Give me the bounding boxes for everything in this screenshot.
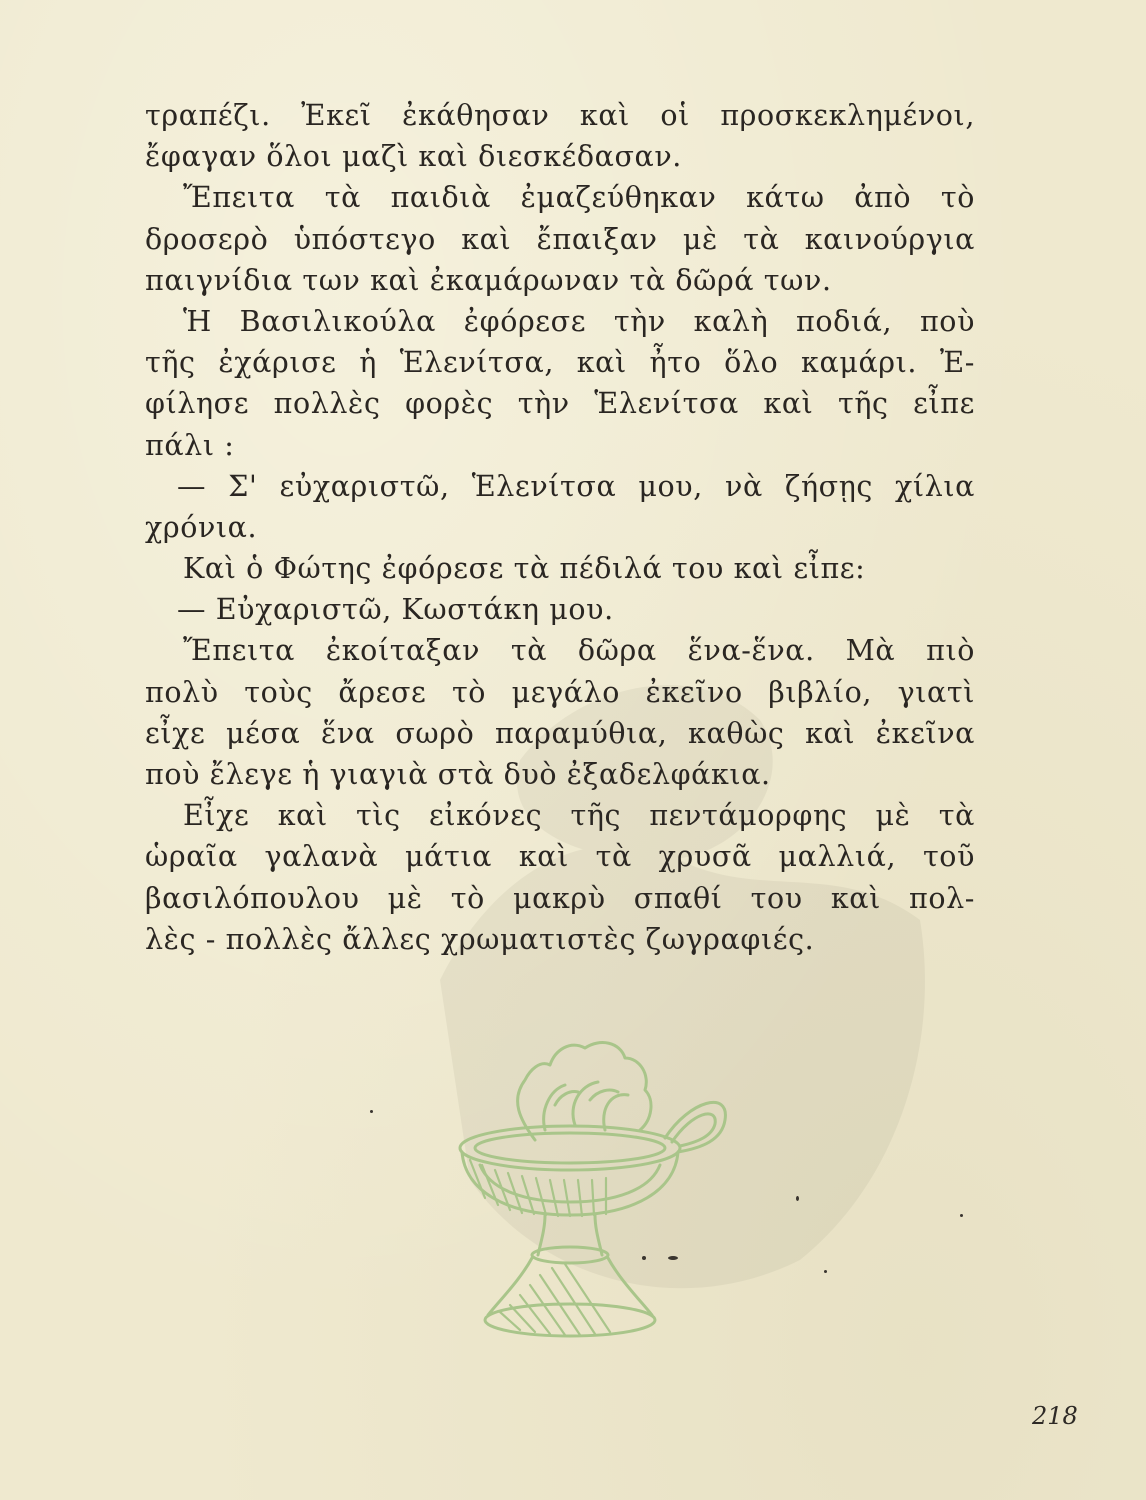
dust-speck	[370, 1110, 373, 1113]
dust-speck	[668, 1256, 678, 1260]
text-line: πολὺ τοὺς ἄρεσε τὸ μεγάλο ἐκεῖνο βιβλίο, γιατὶ	[145, 675, 975, 709]
dust-speck	[642, 1256, 646, 1260]
text-line: — Σ' εὐχαριστῶ, Ἑλενίτσα μου, νὰ ζήσῃς χίλια	[177, 469, 975, 503]
text-line: Ἡ Βασιλικούλα ἐφόρεσε τὴν καλὴ ποδιά, ποὺ	[183, 304, 975, 338]
text-line: ἔφαγαν ὅλοι μαζὶ καὶ διεσκέδασαν.	[145, 140, 682, 174]
text-line: Εἶχε καὶ τὶς εἰκόνες τῆς πεντάμορφης μὲ τὰ	[183, 799, 975, 833]
text-line: Ἔπειτα τὰ παιδιὰ ἐμαζεύθηκαν κάτω ἀπὸ τὸ	[183, 181, 975, 215]
text-line: Ἔπειτα ἐκοίταξαν τὰ δῶρα ἕνα-ἕνα. Μὰ πιὸ	[183, 634, 975, 668]
body-text	[145, 95, 975, 960]
text-line: παιγνίδια των καὶ ἐκαμάρωναν τὰ δῶρά των.	[145, 263, 832, 297]
text-line: τραπέζι. Ἐκεῖ ἐκάθησαν καὶ οἱ προσκεκλημένοι,	[145, 99, 975, 132]
text-line: τῆς ἐχάρισε ἡ Ἑλενίτσα, καὶ ἦτο ὅλο καμάρι. Ἐ-	[145, 346, 975, 380]
text-line: εἶχε μέσα ἕνα σωρὸ παραμύθια, καθὼς καὶ ἐκεῖνα	[145, 716, 975, 750]
dust-speck	[960, 1214, 963, 1217]
text-line: πάλι :	[145, 428, 235, 462]
text-line: ποὺ ἔλεγε ἡ γιαγιὰ στὰ δυὸ ἐξαδελφάκια.	[145, 758, 771, 791]
text-line: ὡραῖα γαλανὰ μάτια καὶ τὰ χρυσᾶ μαλλιά, τοῦ	[145, 840, 975, 874]
text-line: Καὶ ὁ Φώτης ἐφόρεσε τὰ πέδιλά του καὶ εἶπε:	[183, 552, 866, 586]
text-line: — Εὐχαριστῶ, Κωστάκη μου.	[177, 593, 614, 627]
text-line: φίλησε πολλὲς φορὲς τὴν Ἑλενίτσα καὶ τῆς εἶπε	[145, 387, 975, 421]
oil-lamp-illustration	[440, 1030, 740, 1350]
text-line: χρόνια.	[145, 510, 258, 544]
text-line: βασιλόπουλου μὲ τὸ μακρὺ σπαθί του καὶ πολ-	[145, 881, 975, 915]
page-number: 218	[1032, 1402, 1078, 1430]
dust-speck	[824, 1270, 827, 1273]
text-line: δροσερὸ ὑπόστεγο καὶ ἔπαιξαν μὲ τὰ καινούργια	[145, 222, 975, 256]
dust-speck	[796, 1196, 799, 1201]
text-line: λὲς - πολλὲς ἄλλες χρωματιστὲς ζωγραφιές.	[145, 922, 815, 956]
